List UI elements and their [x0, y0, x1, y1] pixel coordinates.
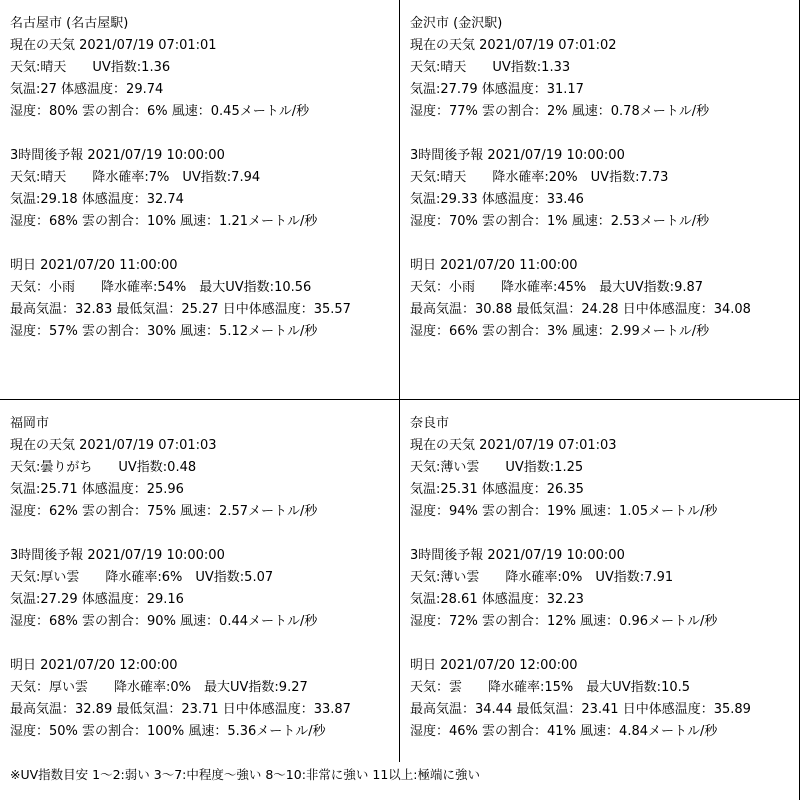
tomorrow-weather: 天気：厚い雲 降水確率:0% 最大UV指数:9.27: [10, 680, 308, 695]
forecast3h-header: 3時間後予報 2021/07/19 10:00:00: [10, 548, 225, 563]
forecast3h-header: 3時間後予報 2021/07/19 10:00:00: [10, 148, 225, 163]
current-humidity: 湿度：62% 雲の割合：75% 風速：2.57メートル/秒: [10, 504, 318, 519]
tomorrow-humidity: 湿度：57% 雲の割合：30% 風速：5.12メートル/秒: [10, 324, 318, 339]
current-humidity: 湿度：80% 雲の割合：6% 風速：0.45メートル/秒: [10, 104, 310, 119]
city-name: 奈良市: [410, 416, 450, 431]
current-header: 現在の天気 2021/07/19 07:01:03: [10, 438, 217, 453]
forecast3h-header: 3時間後予報 2021/07/19 10:00:00: [410, 548, 625, 563]
weather-panel-fukuoka: [0, 400, 399, 760]
current-temp: 気温:25.71 体感温度：25.96: [10, 482, 184, 497]
forecast3h-temp: 気温:29.18 体感温度：32.74: [10, 192, 184, 207]
tomorrow-header: 明日 2021/07/20 11:00:00: [10, 258, 178, 273]
current-header: 現在の天気 2021/07/19 07:01:01: [10, 38, 217, 53]
forecast3h-temp: 気温:27.29 体感温度：29.16: [10, 592, 184, 607]
tomorrow-humidity: 湿度：46% 雲の割合：41% 風速：4.84メートル/秒: [410, 724, 718, 739]
weather-panel-nagoya: [0, 0, 399, 399]
vertical-divider: [399, 0, 400, 762]
tomorrow-humidity: 湿度：66% 雲の割合：3% 風速：2.99メートル/秒: [410, 324, 710, 339]
forecast3h-humidity: 湿度：68% 雲の割合：10% 風速：1.21メートル/秒: [10, 214, 318, 229]
current-weather: 天気:晴天 UV指数:1.33: [410, 60, 571, 75]
current-temp: 気温:27 体感温度：29.74: [10, 82, 164, 97]
city-name: 金沢市 (金沢駅): [410, 16, 503, 31]
tomorrow-header: 明日 2021/07/20 11:00:00: [410, 258, 578, 273]
current-humidity: 湿度：77% 雲の割合：2% 風速：0.78メートル/秒: [410, 104, 710, 119]
forecast3h-temp: 気温:29.33 体感温度：33.46: [410, 192, 584, 207]
current-header: 現在の天気 2021/07/19 07:01:03: [410, 438, 617, 453]
tomorrow-header: 明日 2021/07/20 12:00:00: [410, 658, 578, 673]
current-humidity: 湿度：94% 雲の割合：19% 風速：1.05メートル/秒: [410, 504, 718, 519]
current-temp: 気温:25.31 体感温度：26.35: [410, 482, 584, 497]
current-header: 現在の天気 2021/07/19 07:01:02: [410, 38, 617, 53]
tomorrow-weather: 天気：小雨 降水確率:45% 最大UV指数:9.87: [410, 280, 704, 295]
tomorrow-weather: 天気：小雨 降水確率:54% 最大UV指数:10.56: [10, 280, 312, 295]
current-weather: 天気:薄い雲 UV指数:1.25: [410, 460, 584, 475]
forecast3h-header: 3時間後予報 2021/07/19 10:00:00: [410, 148, 625, 163]
weather-panel-nara: [400, 400, 800, 760]
tomorrow-temp: 最高気温：34.44 最低気温：23.41 日中体感温度：35.89: [410, 702, 751, 717]
current-weather: 天気:晴天 UV指数:1.36: [10, 60, 171, 75]
tomorrow-weather: 天気：雲 降水確率:15% 最大UV指数:10.5: [410, 680, 691, 695]
forecast3h-temp: 気温:28.61 体感温度：32.23: [410, 592, 584, 607]
forecast3h-humidity: 湿度：72% 雲の割合：12% 風速：0.96メートル/秒: [410, 614, 718, 629]
tomorrow-humidity: 湿度：50% 雲の割合：100% 風速：5.36メートル/秒: [10, 724, 326, 739]
current-weather: 天気:曇りがち UV指数:0.48: [10, 460, 197, 475]
tomorrow-temp: 最高気温：32.83 最低気温：25.27 日中体感温度：35.57: [10, 302, 351, 317]
forecast3h-weather: 天気:晴天 降水確率:20% UV指数:7.73: [410, 170, 669, 185]
forecast3h-weather: 天気:薄い雲 降水確率:0% UV指数:7.91: [410, 570, 674, 585]
tomorrow-temp: 最高気温：30.88 最低気温：24.28 日中体感温度：34.08: [410, 302, 751, 317]
uv-index-footnote: ※UV指数目安 1〜2:弱い 3〜7:中程度〜強い 8〜10:非常に強い 11以上:極端に強い: [10, 767, 480, 782]
city-name: 名古屋市 (名古屋駅): [10, 16, 129, 31]
forecast3h-humidity: 湿度：68% 雲の割合：90% 風速：0.44メートル/秒: [10, 614, 318, 629]
horizontal-divider: [0, 399, 800, 400]
city-name: 福岡市: [10, 416, 50, 431]
tomorrow-header: 明日 2021/07/20 12:00:00: [10, 658, 178, 673]
weather-panel-kanazawa: [400, 0, 800, 399]
forecast3h-weather: 天気:厚い雲 降水確率:6% UV指数:5.07: [10, 570, 274, 585]
tomorrow-temp: 最高気温：32.89 最低気温：23.71 日中体感温度：33.87: [10, 702, 351, 717]
forecast3h-humidity: 湿度：70% 雲の割合：1% 風速：2.53メートル/秒: [410, 214, 710, 229]
forecast3h-weather: 天気:晴天 降水確率:7% UV指数:7.94: [10, 170, 261, 185]
current-temp: 気温:27.79 体感温度：31.17: [410, 82, 584, 97]
